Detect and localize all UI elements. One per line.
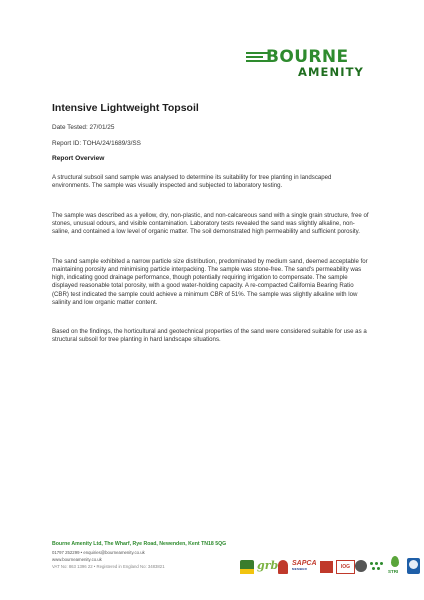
- logo-word-bourne: BOURNE: [266, 47, 349, 67]
- dots-badge-icon: [370, 562, 384, 572]
- company-logo: [246, 47, 378, 82]
- section-heading: Report Overview: [52, 155, 105, 162]
- footer: [52, 541, 226, 569]
- paragraph: The sand sample exhibited a narrow particle size distribution, predominated by medium sand, deemed acceptable for maintaining porosity and minimising particle interpacking. The sample was stone-free. The sand's permeability was high, indicating good drainage performance, though potentially requiring irrigation to compensate. The sample displayed reasonable total porosity, with a good water-holding capacity. A re-compacted California Bearing Ratio (CBR) test indicated the sample could achieve a minimum CBR of 51%. The sample was slightly alkaline with low salinity and low organic matter content.: [52, 258, 368, 306]
- page-title: Intensive Lightweight Topsoil: [52, 102, 199, 114]
- footer-contact: 01797 252299 • enquiries@bourneamenity.co.uk: [52, 549, 145, 555]
- leaf-icon: [391, 556, 399, 567]
- iso-badge-icon: [407, 558, 420, 574]
- footer-address: Bourne Amenity Ltd, The Wharf, Rye Road, Newenden, Kent TN18 5QG: [52, 541, 227, 547]
- paragraph: The sample was described as a yellow, dry, non-plastic, and non-calcareous sand with a single grain structure, free of stones, unusual odours, and visible contamination. Laboratory tests revealed the sand was slightly alkaline, non-saline, and contained a low level of organic matter. The soil demonstrated high permeability and sufficient porosity.: [52, 212, 369, 236]
- logo-word-amenity: AMENITY: [298, 65, 364, 79]
- logo-speed-bars-icon: [246, 52, 268, 64]
- stri-badge: [387, 556, 403, 576]
- worker-badge-icon: [278, 560, 288, 574]
- stri-badge-label: STRI: [388, 569, 399, 574]
- footer-website: www.bourneamenity.co.uk: [52, 556, 102, 562]
- iog-badge: IOG: [336, 560, 355, 574]
- sapca-badge-member: MEMBER: [292, 567, 308, 571]
- paragraph: A structural subsoil sand sample was analysed to determine its suitability for tree planting in landscaped environments. The sample was visually inspected and subjected to laboratory testing.: [52, 174, 332, 190]
- date-tested: Date Tested: 27/01/25: [52, 124, 115, 131]
- footer-registration: VAT No: 863 1396 22 • Registered in England No: 3483821: [52, 563, 165, 569]
- report-id: Report ID: TOHA/24/1689/3/SS: [52, 140, 141, 147]
- sapca-badge-title: SAPCA: [292, 560, 317, 567]
- paragraph: Based on the findings, the horticultural and geotechnical properties of the sand were considered suitable for use as a structural subsoil for tree planting in hard landscape situations.: [52, 328, 367, 344]
- sapca-badge: [292, 560, 318, 574]
- safe-contractor-badge-icon: [240, 560, 254, 574]
- certification-seal-icon: [355, 560, 367, 572]
- chas-badge-icon: [320, 561, 333, 573]
- grb-badge: grb: [257, 559, 279, 572]
